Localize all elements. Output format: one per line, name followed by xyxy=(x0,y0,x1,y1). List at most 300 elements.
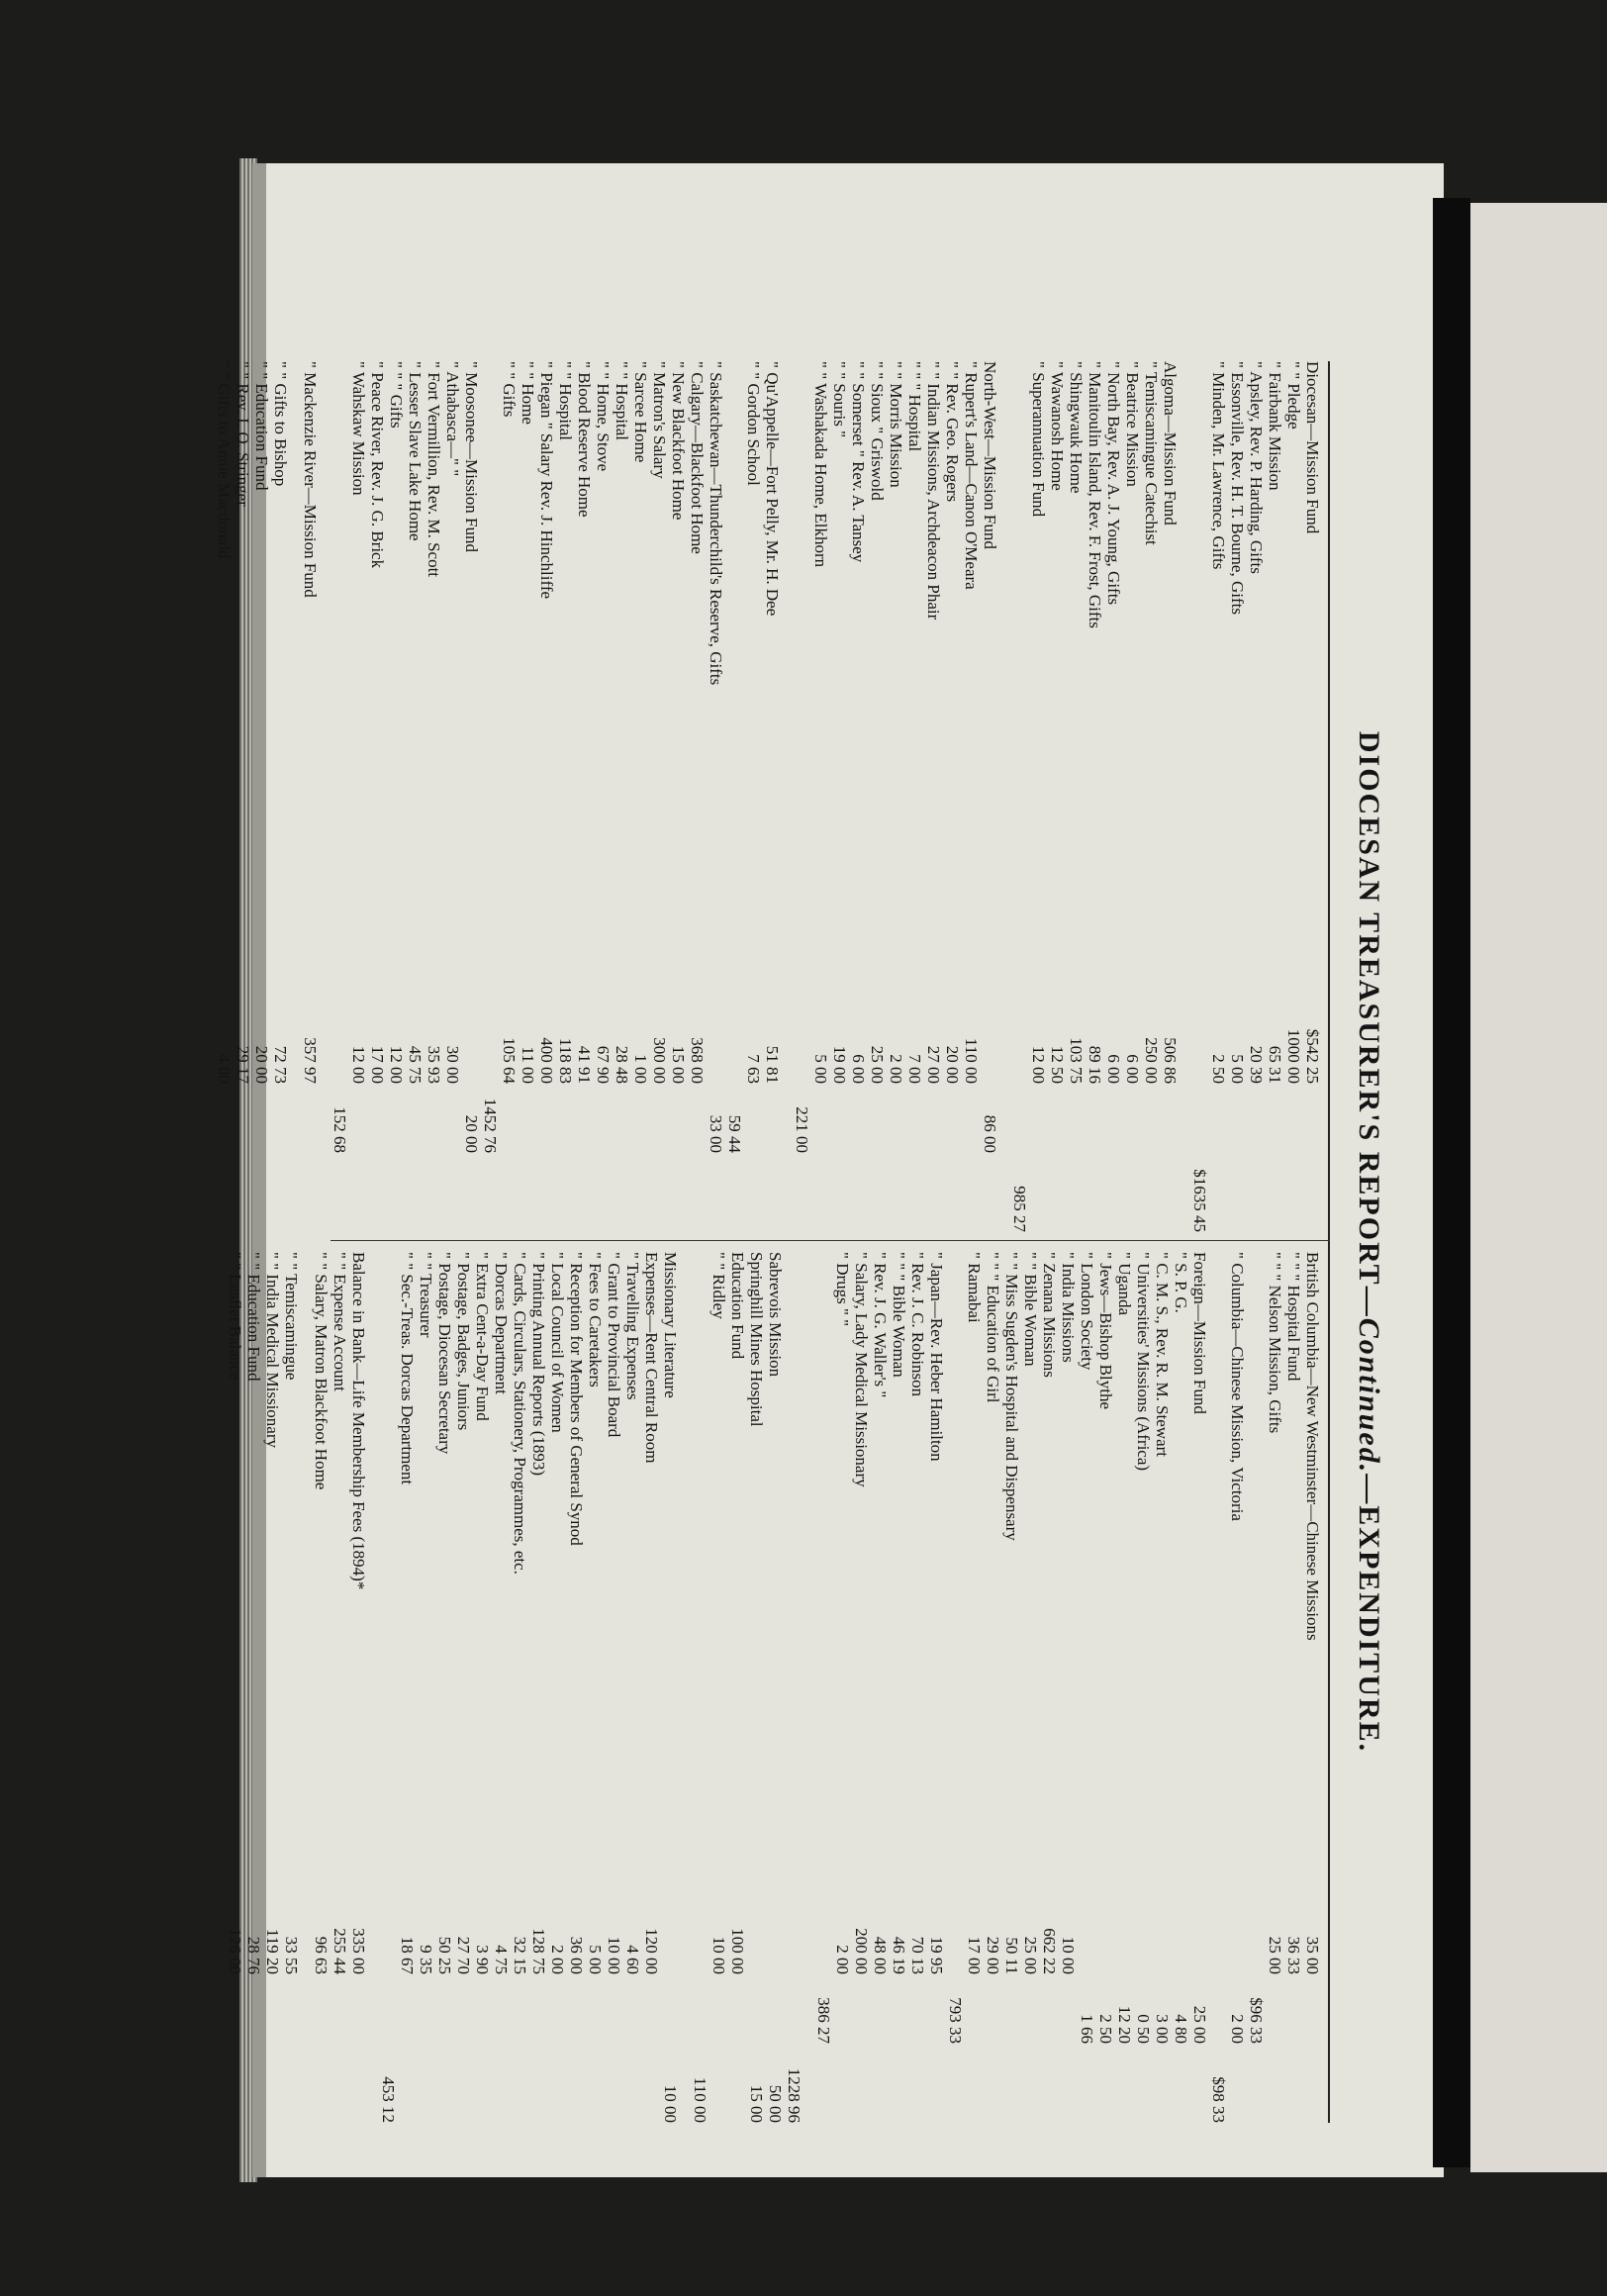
ledger-amount-a1: 20 39 xyxy=(1247,1045,1266,1084)
ledger-amount-a1: 19 00 xyxy=(830,1045,849,1084)
ledger-row xyxy=(1040,1252,1059,2123)
ledger-label: " Jews—Bishop Blythe xyxy=(1096,1252,1115,1410)
ledger-label: " Rev. J. C. Robinson xyxy=(908,1252,927,1397)
ledger-amount-a1: 28 48 xyxy=(613,1045,631,1084)
ledger-row xyxy=(301,1252,331,2123)
ledger-row xyxy=(1002,1252,1021,2123)
ledger-row xyxy=(962,361,981,1232)
ledger-amount-a2: 793 33 xyxy=(946,1997,965,2044)
ledger-label: " Cards, Circulars, Stationery, Programmes, etc. xyxy=(511,1252,529,1575)
ledger-label: " " Treasurer xyxy=(417,1252,435,1338)
ledger-amount-a1: 6 00 xyxy=(849,1054,868,1084)
ledger-label: " Blood Reserve Home xyxy=(575,361,594,518)
ledger-row xyxy=(744,361,763,1232)
ledger-label: " Piegan " Salary Rev. J. Hinchliffe xyxy=(537,361,556,600)
ledger-label: " Superannuation Fund xyxy=(1029,361,1048,518)
ledger-label: " Reception for Members of General Synod xyxy=(567,1252,586,1546)
ledger-label: " " Hospital xyxy=(556,361,575,440)
ledger-row xyxy=(763,361,782,1232)
ledger-row xyxy=(586,1252,605,2123)
ledger-row xyxy=(244,1252,263,2123)
ledger-label: " " " Bible Woman xyxy=(890,1252,908,1378)
ledger-row xyxy=(728,1252,747,2123)
ledger-row xyxy=(924,361,943,1232)
ledger-row xyxy=(747,1252,766,2123)
right-column xyxy=(226,1252,1322,2123)
ledger-label: " Calgary—Blackfoot Home xyxy=(688,361,707,554)
ledger-amount-a1: 35 93 xyxy=(425,1045,443,1084)
ledger-amount-a1: 30 00 xyxy=(443,1045,462,1084)
ledger-amount-a2: 221 00 xyxy=(793,1106,811,1153)
ledger-label: " Salary, Lady Medical Missionary xyxy=(852,1252,871,1487)
ledger-amount-a1: 12 00 xyxy=(1029,1045,1048,1084)
ledger-amount-a1: 400 00 xyxy=(537,1037,556,1084)
ledger-row xyxy=(631,361,650,1232)
ledger-row xyxy=(999,361,1029,1232)
ledger-row xyxy=(849,361,868,1232)
ledger-amount-a3: 15 00 xyxy=(747,2084,766,2123)
ledger-row xyxy=(234,361,252,1232)
ledger-row xyxy=(215,361,234,1232)
ledger-amount-a1: 200 00 xyxy=(852,1928,871,1974)
title-main: DIOCESAN TREASURER'S REPORT— xyxy=(1353,730,1385,1318)
ledger-amount-a1: 1 00 xyxy=(631,1054,650,1084)
ledger-label: " Saskatchewan—Thunderchild's Reserve, Gifts xyxy=(707,361,725,686)
ledger-row xyxy=(1190,1252,1209,2123)
ledger-amount-a1: 10 00 xyxy=(605,1936,623,1974)
ledger-label: " " Indian Missions, Archdeacon Phair xyxy=(924,361,943,621)
ledger-label: " North Bay, Rev. A. J. Young, Gifts xyxy=(1104,361,1123,606)
ledger-amount-a1: 120 00 xyxy=(642,1928,661,1974)
ledger-label: " Temiscamingue Catechist xyxy=(1142,361,1161,545)
ledger-amount-a1: 25 00 xyxy=(1021,1936,1040,1974)
ledger-row xyxy=(1284,361,1303,1232)
ledger-amount-a1: 7 00 xyxy=(905,1054,924,1084)
ledger-label: " " Gifts to Annie Macdonald xyxy=(215,361,234,559)
ledger-amount-a1: 6 00 xyxy=(1123,1054,1142,1084)
ledger-amount-a1: 15 00 xyxy=(669,1045,688,1084)
ledger-row xyxy=(1096,1252,1115,2123)
ledger-amount-a3: 985 27 xyxy=(1010,1186,1029,1232)
page-title xyxy=(1352,361,1385,2123)
right-page-edge xyxy=(1470,203,1607,2172)
ledger-amount-a2: 386 27 xyxy=(814,1997,833,2044)
ledger-row xyxy=(709,1252,728,2123)
ledger-row xyxy=(1209,361,1228,1232)
ledger-label: " Local Council of Women xyxy=(548,1252,567,1433)
ledger-amount-a2: 59 44 xyxy=(725,1114,744,1153)
ledger-amount-a1: 96 63 xyxy=(312,1936,331,1974)
ledger-amount-a3: 453 12 xyxy=(379,2076,398,2123)
title-tail: —EXPENDITURE. xyxy=(1353,1474,1385,1754)
ledger-row xyxy=(454,1252,473,2123)
ledger-amount-a1: 2 50 xyxy=(1209,1054,1228,1084)
ledger-label: " Minden, Mr. Lawrence, Gifts xyxy=(1209,361,1228,570)
ledger-amount-a1: 368 00 xyxy=(688,1037,707,1084)
ledger-amount-a2: 3 00 xyxy=(1153,2014,1172,2044)
ledger-label: " " Miss Sugden's Hospital and Dispensary xyxy=(1002,1252,1021,1541)
ledger-label: " Essonville, Rev. H. T. Bourne, Gifts xyxy=(1228,361,1247,615)
ledger-row xyxy=(226,1252,244,2123)
column-divider xyxy=(331,1240,1330,1241)
ledger-row xyxy=(548,1252,567,2123)
ledger-row xyxy=(661,1252,680,2123)
ledger-amount-a1: 36 00 xyxy=(567,1936,586,1974)
ledger-row xyxy=(349,1252,368,2123)
ledger-row xyxy=(1228,1252,1247,2123)
ledger-row xyxy=(575,361,594,1232)
ledger-amount-a1: 2 00 xyxy=(833,1945,852,1974)
ledger-amount-a1: 27 00 xyxy=(924,1045,943,1084)
ledger-label: " Postage, Diocesan Secretary xyxy=(435,1252,454,1455)
ledger-row xyxy=(1021,1252,1040,2123)
ledger-label: " Apsley, Rev. P. Harding, Gifts xyxy=(1247,361,1266,574)
ledger-amount-a1: 103 75 xyxy=(1067,1037,1086,1084)
ledger-amount-a1: 67 90 xyxy=(594,1045,613,1084)
ledger-label: " Manitoulin Island, Rev. F. Frost, Gifts xyxy=(1086,361,1104,628)
ledger-label: " Universities' Missions (Africa) xyxy=(1134,1252,1153,1472)
ledger-amount-a1: 45 75 xyxy=(406,1045,425,1084)
ledger-row xyxy=(1086,361,1104,1232)
ledger-row xyxy=(1029,361,1048,1232)
ledger-row xyxy=(1228,361,1247,1232)
ledger-row xyxy=(984,1252,1002,2123)
ledger-amount-a1: 10 00 xyxy=(709,1936,728,1974)
ledger-label: " " Gifts to Bishop xyxy=(271,361,290,487)
ledger-amount-a1: 20 00 xyxy=(943,1045,962,1084)
ledger-label: " " Home xyxy=(519,361,537,425)
ledger-amount-a1: 255 44 xyxy=(331,1928,349,1974)
ledger-amount-a1: 36 33 xyxy=(1284,1936,1303,1974)
ledger-amount-a1: 25 00 xyxy=(868,1045,887,1084)
ledger-label: " Fort Vermillion, Rev. M. Scott xyxy=(425,361,443,578)
ledger-amount-a3: 10 00 xyxy=(661,2084,680,2123)
ledger-amount-a1: 2 00 xyxy=(887,1054,905,1084)
title-rule xyxy=(1328,361,1330,2123)
ledger-amount-a1: $542 25 xyxy=(1303,1028,1322,1084)
ledger-row xyxy=(981,361,999,1232)
ledger-row xyxy=(368,361,387,1232)
ledger-row xyxy=(1153,1252,1172,2123)
ledger-amount-a1: 48 00 xyxy=(871,1936,890,1974)
ledger-row xyxy=(1266,1252,1284,2123)
ledger-label: " Rev. J. G. Waller's " xyxy=(871,1252,890,1398)
ledger-amount-a1: 70 13 xyxy=(908,1936,927,1974)
ledger-label: " Dorcas Department xyxy=(492,1252,511,1394)
ledger-amount-a1: 4 60 xyxy=(623,1945,642,1974)
ledger-row xyxy=(830,361,849,1232)
ledger-label: " " " Nelson Mission, Gifts xyxy=(1266,1252,1284,1434)
ledger-amount-a2: 86 00 xyxy=(981,1114,999,1153)
ledger-label: " " Morris Mission xyxy=(887,361,905,488)
ledger-label: " " Pledge xyxy=(1284,361,1303,430)
ledger-label: " Zenana Missions xyxy=(1040,1252,1059,1378)
ledger-row xyxy=(435,1252,454,2123)
title-italic: Continued. xyxy=(1353,1317,1385,1475)
ledger-label: " " Home, Stove xyxy=(594,361,613,472)
ledger-amount-a3: 50 00 xyxy=(766,2084,785,2123)
ledger-row xyxy=(529,1252,548,2123)
ledger-row xyxy=(1067,361,1086,1232)
ledger-amount-a1: 72 73 xyxy=(271,1045,290,1084)
ledger-label: " Athabasca—" " xyxy=(443,361,462,477)
ledger-label: " C. M. S., Rev. R. M. Stewart xyxy=(1153,1252,1172,1458)
ledger-amount-a1: 32 15 xyxy=(511,1936,529,1974)
ledger-label: Sabrevois Mission xyxy=(766,1252,785,1378)
ledger-amount-a2: 2 00 xyxy=(1228,2014,1247,2044)
ledger-amount-a1: 335 00 xyxy=(349,1928,368,1974)
ledger-amount-a2: 1 66 xyxy=(1078,2014,1096,2044)
ledger-amount-a1: 250 00 xyxy=(1142,1037,1161,1084)
ledger-label: " " Gordon School xyxy=(744,361,763,486)
ledger-amount-a1: 50 11 xyxy=(1002,1937,1021,1974)
ledger-amount-a2: 25 00 xyxy=(1190,2005,1209,2044)
ledger-row xyxy=(782,361,811,1232)
ledger-label: " Beatrice Mission xyxy=(1123,361,1142,487)
ledger-row xyxy=(725,361,744,1232)
ledger-row xyxy=(537,361,556,1232)
ledger-row xyxy=(852,1252,871,2123)
ledger-amount-a3: 1228 96 xyxy=(785,2067,804,2123)
ledger-amount-a1: 17 00 xyxy=(368,1045,387,1084)
ledger-label: " " Hospital xyxy=(613,361,631,440)
ledger-row xyxy=(1104,361,1123,1232)
ledger-label: " " Gifts xyxy=(500,361,519,418)
ledger-row xyxy=(965,1252,984,2123)
ledger-label: " Qu'Appelle—Fort Pelly, Mr. H. Dee xyxy=(763,361,782,617)
ledger-row xyxy=(594,361,613,1232)
ledger-label: " Peace River, Rev. J. G. Brick xyxy=(368,361,387,569)
ledger-row xyxy=(567,1252,586,2123)
ledger-amount-a1: 19 95 xyxy=(927,1936,946,1974)
ledger-amount-a2: 20 00 xyxy=(462,1114,481,1153)
ledger-label: " Extra Cent-a-Day Fund xyxy=(473,1252,492,1421)
ledger-amount-a1: 100 00 xyxy=(728,1928,747,1974)
ledger-row xyxy=(833,1252,852,2123)
ledger-amount-a1: 25 00 xyxy=(1266,1936,1284,1974)
ledger-label: Diocesan—Mission Fund xyxy=(1303,361,1322,534)
ledger-row xyxy=(927,1252,946,2123)
ledger-row xyxy=(868,361,887,1232)
ledger-row xyxy=(252,361,271,1232)
ledger-amount-a1: 662 22 xyxy=(1040,1928,1059,1974)
ledger-label: " " Ridley xyxy=(709,1252,728,1319)
rotated-report xyxy=(215,361,1385,2123)
ledger-row xyxy=(1303,361,1322,1232)
ledger-amount-a3: 110 00 xyxy=(691,2076,709,2123)
ledger-row xyxy=(890,1252,908,2123)
ledger-amount-a2: 1452 76 xyxy=(481,1098,500,1153)
ledger-row xyxy=(887,361,905,1232)
ledger-amount-a2: 4 80 xyxy=(1172,2014,1190,2044)
ledger-label: " Matron's Salary xyxy=(650,361,669,479)
ledger-label: " Columbia—Chinese Mission, Victoria xyxy=(1228,1252,1247,1521)
ledger-amount-a3: $98 33 xyxy=(1209,2076,1228,2123)
ledger-amount-a1: 89 16 xyxy=(1086,1045,1104,1084)
ledger-amount-a2: 33 00 xyxy=(707,1114,725,1153)
ledger-label: " " Rev. Geo. Rogers xyxy=(943,361,962,503)
ledger-amount-a1: 11 00 xyxy=(519,1046,537,1084)
ledger-amount-a1: 33 55 xyxy=(282,1936,301,1974)
ledger-label: " Wahskaw Mission xyxy=(349,361,368,496)
ledger-row xyxy=(623,1252,642,2123)
ledger-label: " " Temiscamingue xyxy=(282,1252,301,1381)
ledger-label: " Japan—Rev. Heber Hamilton xyxy=(927,1252,946,1462)
ledger-row xyxy=(443,361,462,1232)
ledger-amount-a1: 4 00 xyxy=(215,1054,234,1084)
ledger-amount-a1: 5 00 xyxy=(586,1945,605,1974)
ledger-label: " " " Education of Girl xyxy=(984,1252,1002,1403)
ledger-label: Balance in Bank—Life Membership Fees (1894)* xyxy=(349,1252,368,1590)
ledger-amount-a1: 9 35 xyxy=(417,1945,435,1974)
ledger-amount-a1: 29 17 xyxy=(234,1045,252,1084)
ledger-row xyxy=(905,361,924,1232)
ledger-amount-a1: 5 00 xyxy=(1228,1054,1247,1084)
ledger-row xyxy=(1078,1252,1096,2123)
ledger-row xyxy=(642,1252,661,2123)
ledger-amount-a1: 65 31 xyxy=(1266,1045,1284,1084)
ledger-amount-a1: 105 64 xyxy=(500,1037,519,1084)
ledger-label: " " Sioux " Griswold xyxy=(868,361,887,501)
ledger-label: " Uganda xyxy=(1115,1252,1134,1316)
ledger-row xyxy=(1247,1252,1266,2123)
ledger-label: " Travelling Expenses xyxy=(623,1252,642,1400)
ledger-row xyxy=(492,1252,511,2123)
ledger-amount-a2: 0 50 xyxy=(1134,2014,1153,2044)
ledger-row xyxy=(417,1252,435,2123)
ledger-label: " " Somerset " Rev. A. Tansey xyxy=(849,361,868,563)
ledger-amount-a1: 12 00 xyxy=(387,1045,406,1084)
ledger-amount-a1: 126 00 xyxy=(226,1928,244,1974)
ledger-row xyxy=(1209,1252,1228,2123)
ledger-row xyxy=(1115,1252,1134,2123)
ledger-label: " Moosonee—Mission Fund xyxy=(462,361,481,553)
ledger-label: " " " Hospital Fund xyxy=(1284,1252,1303,1382)
ledger-label: " Drugs " " xyxy=(833,1252,852,1327)
ledger-row xyxy=(349,361,368,1232)
ledger-amount-a1: 12 50 xyxy=(1048,1045,1067,1084)
ledger-amount-a1: 506 86 xyxy=(1161,1037,1180,1084)
ledger-amount-a1: 46 19 xyxy=(890,1936,908,1974)
ledger-label: Springhill Mines Hospital xyxy=(747,1252,766,1427)
ledger-row xyxy=(804,1252,833,2123)
ledger-label: " " Sec.-Treas. Dorcas Department xyxy=(398,1252,417,1485)
ledger-label: Algoma—Mission Fund xyxy=(1161,361,1180,526)
ledger-row xyxy=(1172,1252,1190,2123)
ledger-label: " London Society xyxy=(1078,1252,1096,1371)
ledger-label: " New Blackfoot Home xyxy=(669,361,688,521)
ledger-label: " Sarcee Home xyxy=(631,361,650,463)
ledger-row xyxy=(462,361,481,1232)
ledger-amount-a1: 6 00 xyxy=(1104,1054,1123,1084)
ledger-row xyxy=(811,361,830,1232)
ledger-label: North-West—Mission Fund xyxy=(981,361,999,549)
ledger-row xyxy=(406,361,425,1232)
ledger-amount-a1: 118 83 xyxy=(556,1037,575,1084)
ledger-row xyxy=(473,1252,492,2123)
ledger-row xyxy=(871,1252,890,2123)
ledger-amount-a1: 12 00 xyxy=(349,1045,368,1084)
ledger-amount-a1: 2 00 xyxy=(548,1945,567,1974)
ledger-row xyxy=(263,1252,282,2123)
ledger-row xyxy=(680,1252,709,2123)
ledger-amount-a1: 3 90 xyxy=(473,1945,492,1974)
ledger-label: " " Salary, Matron Blackfoot Home xyxy=(312,1252,331,1490)
ledger-label: " " Washakada Home, Elkhorn xyxy=(811,361,830,568)
ledger-label: " " Leaflet Balance xyxy=(226,1252,244,1381)
ledger-row xyxy=(331,1252,349,2123)
ledger-amount-a1: 119 20 xyxy=(263,1928,282,1974)
ledger-row xyxy=(500,361,519,1232)
ledger-row xyxy=(425,361,443,1232)
ledger-label: Missionary Literature xyxy=(661,1252,680,1398)
ledger-amount-a1: 128 75 xyxy=(529,1928,548,1974)
ledger-label: " Shingwauk Home xyxy=(1067,361,1086,494)
ledger-row xyxy=(1123,361,1142,1232)
ledger-label: " " Bible Woman xyxy=(1021,1252,1040,1367)
ledger-amount-a1: 357 97 xyxy=(301,1037,320,1084)
ledger-label: " Rupert's Land—Canon O'Meara xyxy=(962,361,981,590)
ledger-row xyxy=(943,361,962,1232)
ledger-row xyxy=(688,361,707,1232)
ledger-amount-a1: 300 00 xyxy=(650,1037,669,1084)
ledger-amount-a2: $96 33 xyxy=(1247,1997,1266,2044)
ledger-row xyxy=(519,361,537,1232)
ledger-label: " " Expense Account xyxy=(331,1252,349,1391)
ledger-amount-a1: 35 00 xyxy=(1303,1936,1322,1974)
ledger-label: " Printing Annual Reports (1893) xyxy=(529,1252,548,1477)
ledger-row xyxy=(387,361,406,1232)
ledger-row xyxy=(368,1252,398,2123)
ledger-amount-a1: 4 75 xyxy=(492,1945,511,1974)
ledger-amount-a1: 29 00 xyxy=(984,1936,1002,1974)
ledger-row xyxy=(707,361,725,1232)
ledger-amount-a2: 152 68 xyxy=(331,1106,349,1153)
ledger-amount-a1: 17 00 xyxy=(965,1936,984,1974)
ledger-label: Education Fund xyxy=(728,1252,747,1360)
ledger-row xyxy=(511,1252,529,2123)
ledger-label: " " Education Fund xyxy=(244,1252,263,1382)
ledger-amount-a1: 27 70 xyxy=(454,1936,473,1974)
left-column xyxy=(215,361,1322,1232)
ledger-row xyxy=(946,1252,965,2123)
ledger-row xyxy=(908,1252,927,2123)
ledger-label: British Columbia—New Westminster—Chinese Missions xyxy=(1303,1252,1322,1641)
ledger-row xyxy=(1180,361,1209,1232)
ledger-label: " " " Hospital xyxy=(905,361,924,452)
ledger-label: " Mackenzie River—Mission Fund xyxy=(301,361,320,598)
ledger-row xyxy=(271,361,290,1232)
ledger-row xyxy=(556,361,575,1232)
ledger-row xyxy=(669,361,688,1232)
ledger-label: Expenses—Rent Central Room xyxy=(642,1252,661,1464)
ledger-row xyxy=(1142,361,1161,1232)
ledger-row xyxy=(1134,1252,1153,2123)
ledger-label: " Grant to Provincial Board xyxy=(605,1252,623,1438)
ledger-label: " Ramabai xyxy=(965,1252,984,1323)
ledger-row xyxy=(1247,361,1266,1232)
ledger-row xyxy=(1048,361,1067,1232)
ledger-amount-a2: 12 20 xyxy=(1115,2005,1134,2044)
ledger-label: " " Education Fund xyxy=(252,361,271,491)
ledger-amount-a1: 7 63 xyxy=(744,1054,763,1084)
book-gutter xyxy=(1433,198,1470,2167)
ledger-row xyxy=(785,1252,804,2123)
ledger-label: " Wawanosh Home xyxy=(1048,361,1067,491)
ledger-row xyxy=(1161,361,1180,1232)
ledger-amount-a1: 10 00 xyxy=(1059,1936,1078,1974)
ledger-amount-a3: $1635 45 xyxy=(1190,1169,1209,1232)
